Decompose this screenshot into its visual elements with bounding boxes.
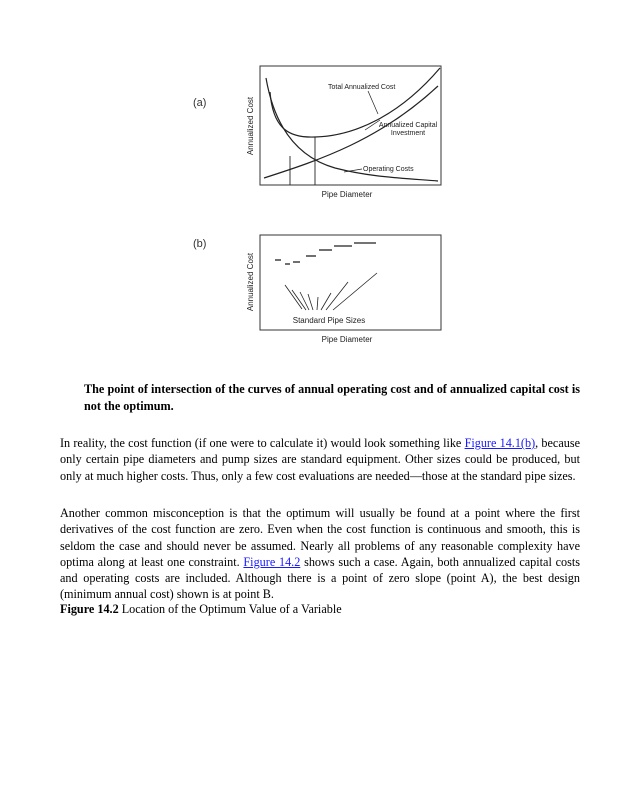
size-pointer [333, 273, 377, 310]
figure-14-2-number: Figure 14.2 [60, 602, 119, 616]
paragraph-1-text: In reality, the cost function (if one were to calculate it) would look something like [60, 436, 465, 450]
figure-14-2-link[interactable]: Figure 14.2 [243, 554, 301, 569]
total-cost-label: Total Annualized Cost [328, 84, 396, 91]
capital-cost-label-1: Annualized Capital [378, 122, 438, 129]
figure-caption-bold: The point of intersection of the curves of annual operating cost and of annualized capital cost is not the optimum. [84, 382, 580, 413]
figure-a-x-axis-label: Pipe Diameter [321, 190, 373, 199]
paragraph-2 [60, 505, 580, 603]
size-pointer [321, 293, 331, 310]
figure-14-2-title: Location of the Optimum Value of a Variable [118, 602, 342, 616]
capital-cost-label-2: Investment [390, 130, 426, 137]
standard-sizes-label: Standard Pipe Sizes [292, 316, 366, 325]
size-pointer [285, 285, 302, 309]
total-cost-leader [368, 91, 378, 114]
paragraph-1-text-rest: , because only certain pipe diameters and pump sizes are standard equipment. Other sizes could be produced, but only at much higher costs. Thus, only a few cost evaluations are needed—those at the standard pipe sizes. [60, 436, 580, 483]
figure-b-label: (b) [193, 238, 207, 250]
cost-steps [275, 243, 376, 264]
figure-14-1b-link[interactable]: Figure 14.1(b) [464, 436, 536, 450]
size-pointer [308, 294, 313, 310]
figure-b-y-axis-label: Annualized Cost [246, 252, 255, 312]
figure-a-label: (a) [193, 97, 207, 109]
figure-b-chart [240, 230, 450, 348]
paragraph-1 [60, 435, 580, 484]
operating-cost-label: Operating Costs [363, 166, 414, 173]
figure-a-y-axis-label: Annualized Cost [246, 96, 255, 156]
figure-a-chart [240, 60, 450, 205]
size-pointer [317, 297, 318, 310]
paragraph-2-text: Another common misconception is that the optimum will usually be found at a point where the first derivatives of the cost function are zero. Even when the cost function is continuous and smooth, this is seldom the case and should never be assumed. Nearly all problems of any reasonable complexity have optima along at least one constraint. [60, 506, 580, 569]
paragraph-2-text-rest: shows such a case. Again, both annualized capital costs and operating costs are included. Although there is a point of zero slope (point A), the best design (minimum annual cost) shown is at point B. [60, 554, 580, 602]
figure-14-2-caption [60, 601, 580, 617]
figure-b-x-axis-label: Pipe Diameter [321, 335, 373, 344]
size-pointers [285, 273, 377, 310]
